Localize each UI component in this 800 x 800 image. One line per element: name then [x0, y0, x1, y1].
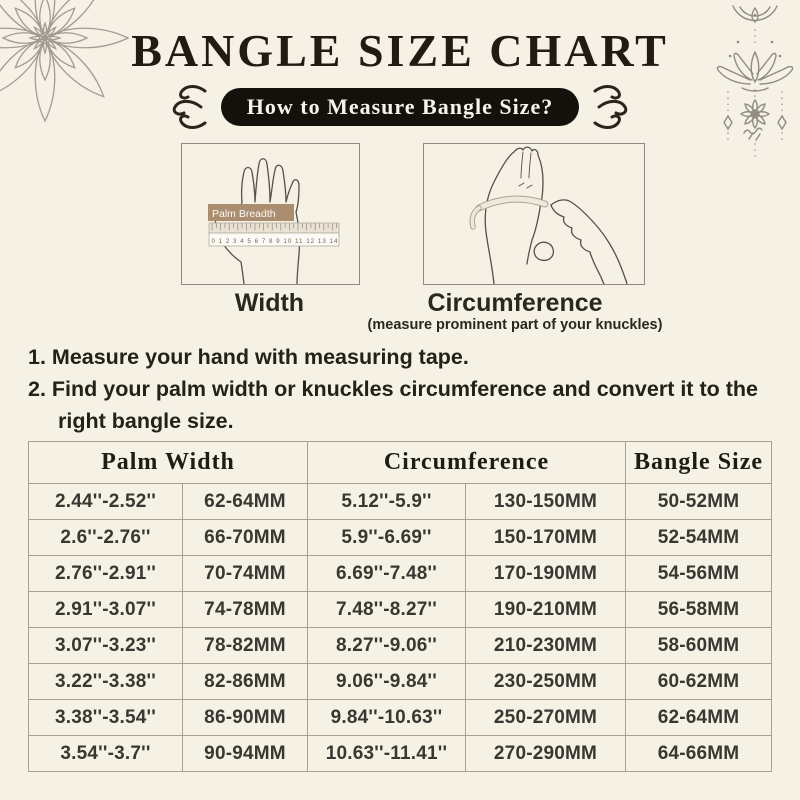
size-table [28, 441, 772, 772]
table-cell: 90-94MM [183, 736, 308, 772]
table-cell: 3.22''-3.38'' [29, 664, 183, 700]
table-row [29, 628, 772, 664]
table-row [29, 736, 772, 772]
table-cell: 9.06''-9.84'' [308, 664, 466, 700]
table-cell: 3.54''-3.7'' [29, 736, 183, 772]
table-cell: 8.27''-9.06'' [308, 628, 466, 664]
table-cell: 66-70MM [183, 520, 308, 556]
table-cell: 82-86MM [183, 664, 308, 700]
table-cell: 270-290MM [466, 736, 626, 772]
table-cell: 58-60MM [626, 628, 772, 664]
table-cell: 70-74MM [183, 556, 308, 592]
table-cell: 170-190MM [466, 556, 626, 592]
table-cell: 52-54MM [626, 520, 772, 556]
table-cell: 5.9''-6.69'' [308, 520, 466, 556]
table-cell: 3.07''-3.23'' [29, 628, 183, 664]
width-illustration [181, 143, 360, 285]
table-cell: 230-250MM [466, 664, 626, 700]
header-circumference: Circumference [308, 442, 626, 484]
size-table-body [29, 484, 772, 772]
table-cell: 86-90MM [183, 700, 308, 736]
flourish-left-icon [167, 84, 209, 130]
table-header-row [29, 442, 772, 484]
table-cell: 5.12''-5.9'' [308, 484, 466, 520]
table-cell: 150-170MM [466, 520, 626, 556]
banner-label: How to Measure Bangle Size? [246, 94, 554, 119]
table-cell: 62-64MM [626, 700, 772, 736]
table-cell: 2.76''-2.91'' [29, 556, 183, 592]
instruction-step-1: 1. Measure your hand with measuring tape. [28, 345, 469, 369]
table-cell: 78-82MM [183, 628, 308, 664]
table-row [29, 520, 772, 556]
header-bangle-size: Bangle Size [626, 442, 772, 484]
table-cell: 9.84''-10.63'' [308, 700, 466, 736]
circumference-note: (measure prominent part of your knuckles) [367, 317, 663, 333]
table-cell: 2.91''-3.07'' [29, 592, 183, 628]
tape-label: Palm Breadth [212, 208, 276, 220]
pinched-fingers-hand-icon [424, 144, 644, 284]
header-palm-width: Palm Width [29, 442, 308, 484]
page-title: BANGLE SIZE CHART [131, 25, 669, 76]
table-cell: 190-210MM [466, 592, 626, 628]
circumference-illustration [423, 143, 645, 285]
table-cell: 3.38''-3.54'' [29, 700, 183, 736]
table-cell: 60-62MM [626, 664, 772, 700]
banner-row [0, 84, 800, 130]
instructions [28, 341, 770, 437]
width-caption: Width [234, 289, 305, 317]
flourish-right-icon [591, 84, 633, 130]
table-cell: 6.69''-7.48'' [308, 556, 466, 592]
table-cell: 64-66MM [626, 736, 772, 772]
table-cell: 62-64MM [183, 484, 308, 520]
table-cell: 130-150MM [466, 484, 626, 520]
ruler-numbers: 0 1 2 3 4 5 6 7 8 9 10 11 12 13 14 [211, 238, 338, 245]
table-cell: 7.48''-8.27'' [308, 592, 466, 628]
table-row [29, 700, 772, 736]
table-cell: 50-52MM [626, 484, 772, 520]
instruction-step-2: 2. Find your palm width or knuckles circumference and convert it to the right bangle size. [28, 377, 758, 433]
table-cell: 2.44''-2.52'' [29, 484, 183, 520]
banner [221, 88, 579, 126]
table-cell: 2.6''-2.76'' [29, 520, 183, 556]
table-row [29, 556, 772, 592]
table-row [29, 484, 772, 520]
table-cell: 54-56MM [626, 556, 772, 592]
table-cell: 250-270MM [466, 700, 626, 736]
table-cell: 74-78MM [183, 592, 308, 628]
open-palm-hand-icon [182, 144, 359, 284]
circumference-caption: Circumference [427, 289, 603, 317]
table-cell: 210-230MM [466, 628, 626, 664]
table-row [29, 592, 772, 628]
table-cell: 10.63''-11.41'' [308, 736, 466, 772]
table-row [29, 664, 772, 700]
table-cell: 56-58MM [626, 592, 772, 628]
